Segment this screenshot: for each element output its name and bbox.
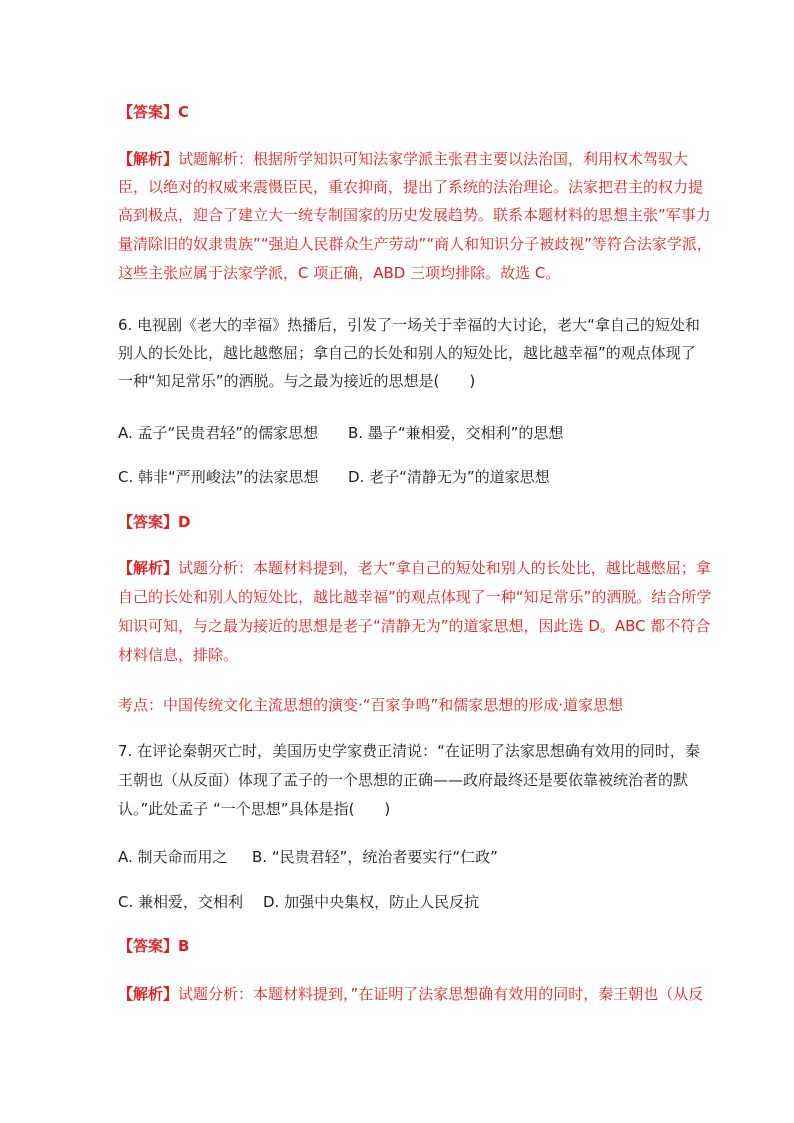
analysis-tag: 【解析】 (118, 985, 179, 1003)
analysis-5-line-5: 这些主张应属于法家学派，C 项正确，ABD 三项均排除。故选 C。 (118, 264, 561, 282)
answer-6 (118, 511, 190, 533)
option-c: C. 韩非“严刑峻法”的法家思想 (118, 468, 319, 486)
analysis-6-line-3: 知识可知，与之最为接近的思想是老子“清静无为”的道家思想，因此选 D。ABC 都不符合 (118, 617, 711, 635)
question-7-options-cd (118, 891, 479, 913)
question-6-options-ab (118, 422, 563, 444)
analysis-5-line-2: 臣，以绝对的权威来震慑臣民，重农抑商，提出了系统的法治理论。法家把君主的权力提 (118, 178, 704, 196)
analysis-5-line-3: 高到极点，迎合了建立大一统专制国家的历史发展趋势。联系本题材料的思想主张”军事力 (118, 206, 711, 224)
analysis-5-line-4: 量清除旧的奴隶贵族”“强迫人民群众生产劳动”“商人和知识分子被歧视”等符合法家学派， (118, 235, 712, 253)
answer-value: C (178, 103, 190, 121)
analysis-6-line-2: 自己的长处和别人的短处比，越比越幸福”的观点体现了一种“知足常乐”的洒脱。结合所学 (118, 588, 712, 606)
question-6-options-cd (118, 466, 550, 488)
option-d: D. 加强中央集权，防止人民反抗 (263, 893, 480, 911)
question-6-line-2: 别人的长处比，越比越憋屈；拿自己的长处和别人的短处比，越比越幸福”的观点体现了 (118, 344, 696, 362)
answer-value: B (178, 937, 190, 955)
option-a: A. 制天命而用之 (118, 848, 228, 866)
answer-tag: 【答案】 (118, 513, 179, 531)
analysis-7-line-1: 【解析】试题分析：本题材料提到，”在证明了法家思想确有效用的同时，秦王朝也（从反 (118, 985, 704, 1003)
question-7-line-1: 7. 在评论秦朝灭亡时，美国历史学家费正清说：“在证明了法家思想确有效用的同时，秦 (118, 742, 700, 760)
analysis-6-line-1: 【解析】试题分析：本题材料提到，老大”拿自己的短处和别人的长处比，越比越憋屈；拿 (118, 559, 711, 577)
answer-5 (118, 101, 189, 123)
answer-value: D (178, 513, 191, 531)
question-7-line-2: 王朝也（从反面）体现了孟子的一个思想的正确——政府最终还是要依靠被统治者的默 (118, 771, 689, 789)
analysis-tag: 【解析】 (118, 559, 179, 577)
option-b: B. “民贵君轻”，统治者要实行“仁政” (252, 848, 498, 866)
question-6-line-1: 6. 电视剧《老大的幸福》热播后，引发了一场关于幸福的大讨论，老大“拿自己的短处和 (118, 316, 700, 334)
analysis-tag: 【解析】 (118, 150, 179, 168)
analysis-5-line-1: 【解析】试题解析：根据所学知识可知法家学派主张君主要以法治国，利用权术驾驭大 (118, 150, 689, 168)
question-6-line-3: 一种“知足常乐”的洒脱。与之最为接近的思想是( ) (118, 372, 476, 390)
answer-tag: 【答案】 (118, 937, 179, 955)
question-7-options-ab (118, 846, 498, 868)
option-c: C. 兼相爱，交相利 (118, 893, 244, 911)
kaodian-6: 考点：中国传统文化主流思想的演变·“百家争鸣”和儒家思想的形成·道家思想 (118, 696, 624, 714)
answer-7 (118, 935, 189, 957)
question-7-line-3: 认。”此处孟子 “一个思想”具体是指( ) (118, 800, 391, 818)
option-a: A. 孟子“民贵君轻”的儒家思想 (118, 424, 319, 442)
answer-tag: 【答案】 (118, 103, 179, 121)
option-b: B. 墨子“兼相爱，交相利”的思想 (348, 424, 564, 442)
analysis-6-line-4: 材料信息，排除。 (118, 646, 239, 664)
option-d: D. 老子“清静无为”的道家思想 (348, 468, 550, 486)
